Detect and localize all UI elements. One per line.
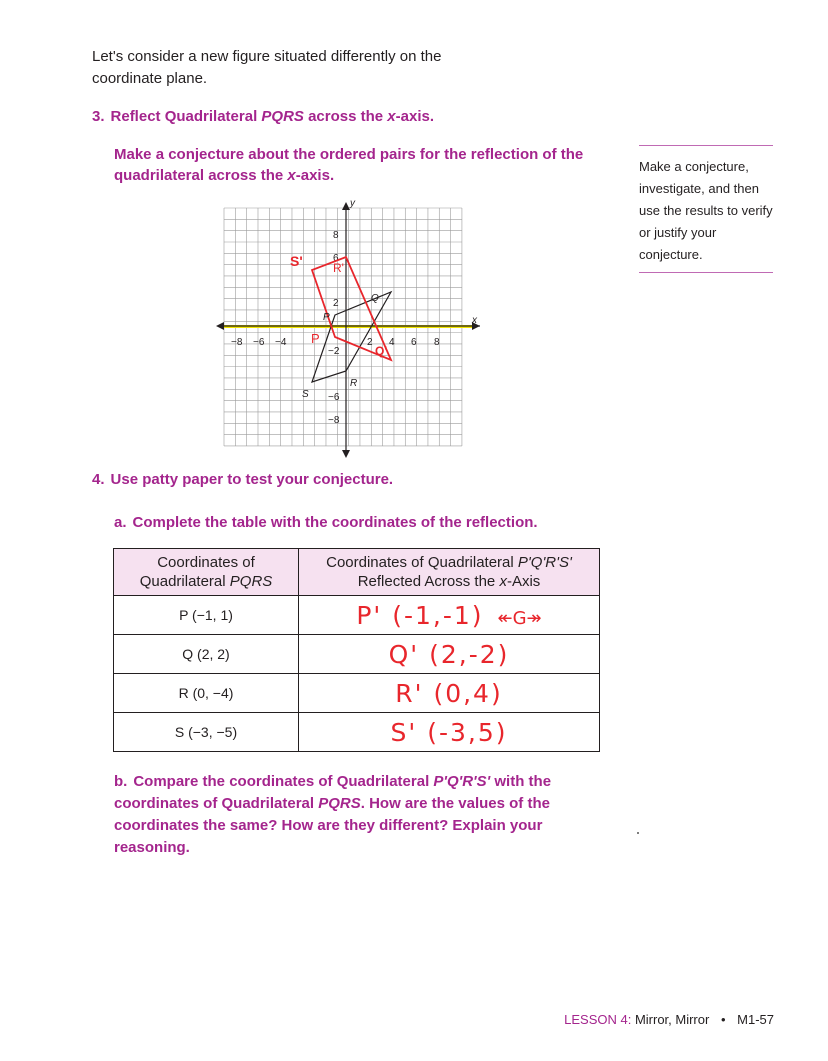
intro-text: Let's consider a new figure situated differently on the coordinate plane. (92, 48, 442, 87)
original-coordinate: Q (2, 2) (114, 635, 299, 674)
q4b-figure-1: P'Q'R'S' (433, 773, 491, 790)
original-coordinate: S (−3, −5) (114, 713, 299, 752)
header-original (114, 549, 299, 596)
table-row (114, 596, 600, 635)
reflected-coordinate-cell[interactable] (299, 635, 600, 674)
y-axis-bottom-arrow (342, 450, 350, 458)
point-label-s: S (302, 389, 309, 400)
q3-figure-name: PQRS (261, 108, 304, 125)
q4b-figure-2: PQRS (318, 795, 361, 812)
y-tick-label: 2 (333, 298, 339, 309)
q4b-text-3: . How are the values of the coordinates the same? How are they different? Explain your reasoning. (114, 795, 550, 856)
question-4-text: Use patty paper to test your conjecture. (110, 471, 394, 488)
handwritten-q-prime: Q' (375, 344, 388, 358)
x-tick-label: 2 (367, 337, 373, 348)
footer-page-number: M1-57 (737, 1012, 774, 1027)
table-header-row (114, 549, 600, 596)
reflected-coordinate: S' (-3,5) (390, 717, 508, 747)
x-axis-left-arrow (216, 322, 224, 330)
q3-text-before: Reflect Quadrilateral (110, 108, 262, 125)
reflected-coordinate: R' (0,4) (395, 678, 503, 708)
original-coordinate: R (0, −4) (114, 674, 299, 713)
x-tick-label: 6 (411, 337, 417, 348)
header-right-line2-after: -Axis (506, 573, 541, 590)
point-label-p: P (323, 312, 330, 323)
table-row (114, 635, 600, 674)
header-right-line1: Coordinates of Quadrilateral (326, 554, 518, 571)
handwritten-p-prime: P (311, 331, 320, 346)
x-tick-label: 4 (389, 337, 395, 348)
sidebar-bottom-rule (639, 272, 773, 273)
reflected-coordinate-cell[interactable] (299, 713, 600, 752)
x-tick-label: −8 (231, 337, 243, 348)
q3-text-middle: across the (303, 108, 388, 125)
y-tick-label: 6 (333, 253, 339, 264)
reflected-coordinate: P' (-1,-1) (356, 600, 484, 630)
q3-axis: x (387, 108, 396, 125)
point-label-r: R (350, 378, 358, 389)
header-right-line2: Reflected Across the (357, 573, 500, 590)
question-3-number: 3. (92, 108, 105, 125)
q3-prompt-after: -axis. (295, 167, 335, 184)
footer-title: Mirror, Mirror (631, 1012, 710, 1027)
header-left-figure: PQRS (229, 573, 273, 590)
header-left-line1: Coordinates of (157, 554, 255, 571)
header-left-line2: Quadrilateral (139, 573, 230, 590)
question-4a (114, 512, 538, 533)
y-axis-label: y (350, 198, 355, 209)
footer-lesson: LESSON 4: (564, 1012, 632, 1027)
q3-text-after: -axis. (395, 108, 434, 125)
question-4 (92, 469, 393, 490)
y-tick-label: −2 (328, 346, 340, 357)
question-4a-letter: a. (114, 514, 127, 531)
handwritten-s-prime: S' (290, 253, 303, 269)
y-axis-top-arrow (342, 202, 350, 210)
stray-dot (637, 832, 639, 834)
x-axis-label: x (472, 315, 477, 326)
point-label-q: Q (371, 293, 379, 304)
handwritten-r-prime: R' (333, 261, 344, 275)
x-tick-label: −6 (253, 337, 265, 348)
y-tick-label: −6 (328, 392, 340, 403)
question-4b-letter: b. (114, 773, 128, 790)
footer-bullet: • (720, 1012, 726, 1027)
question-3-prompt (114, 144, 594, 186)
header-right-axis: x (499, 573, 507, 590)
y-tick-label: 8 (333, 230, 339, 241)
question-3 (92, 106, 434, 127)
q3-prompt-before: Make a conjecture about the ordered pairs for the reflection of the quadrilateral across the (114, 146, 584, 184)
q4b-text-2: with the coordinates of Quadrilateral (114, 773, 552, 812)
coordinate-graph (210, 198, 490, 460)
header-right-figure: P'Q'R'S' (517, 554, 572, 571)
x-tick-label: 8 (434, 337, 440, 348)
reflected-coordinate: Q' (2,-2) (388, 639, 510, 669)
coordinates-table (113, 548, 600, 752)
q3-prompt-axis: x (287, 167, 296, 184)
q4b-text-1: Compare the coordinates of Quadrilateral (133, 773, 434, 790)
header-reflected (299, 549, 600, 596)
table-row (114, 674, 600, 713)
reflected-coordinate-cell[interactable] (299, 596, 600, 635)
sidebar-note (639, 145, 773, 273)
question-4b (114, 771, 594, 859)
x-tick-label: −4 (275, 337, 287, 348)
question-4-number: 4. (92, 471, 105, 488)
question-4a-text: Complete the table with the coordinates of the reflection. (132, 514, 538, 531)
reflected-coordinate-cell[interactable] (299, 674, 600, 713)
y-tick-label: −8 (328, 415, 340, 426)
original-coordinate: P (−1, 1) (114, 596, 299, 635)
page-footer (564, 1012, 774, 1027)
table-row (114, 713, 600, 752)
sidebar-text: Make a conjecture, investigate, and then use the results to verify or justify your conjecture. (639, 159, 773, 262)
handwritten-arrow-icon: ↞G↠ (497, 607, 542, 629)
